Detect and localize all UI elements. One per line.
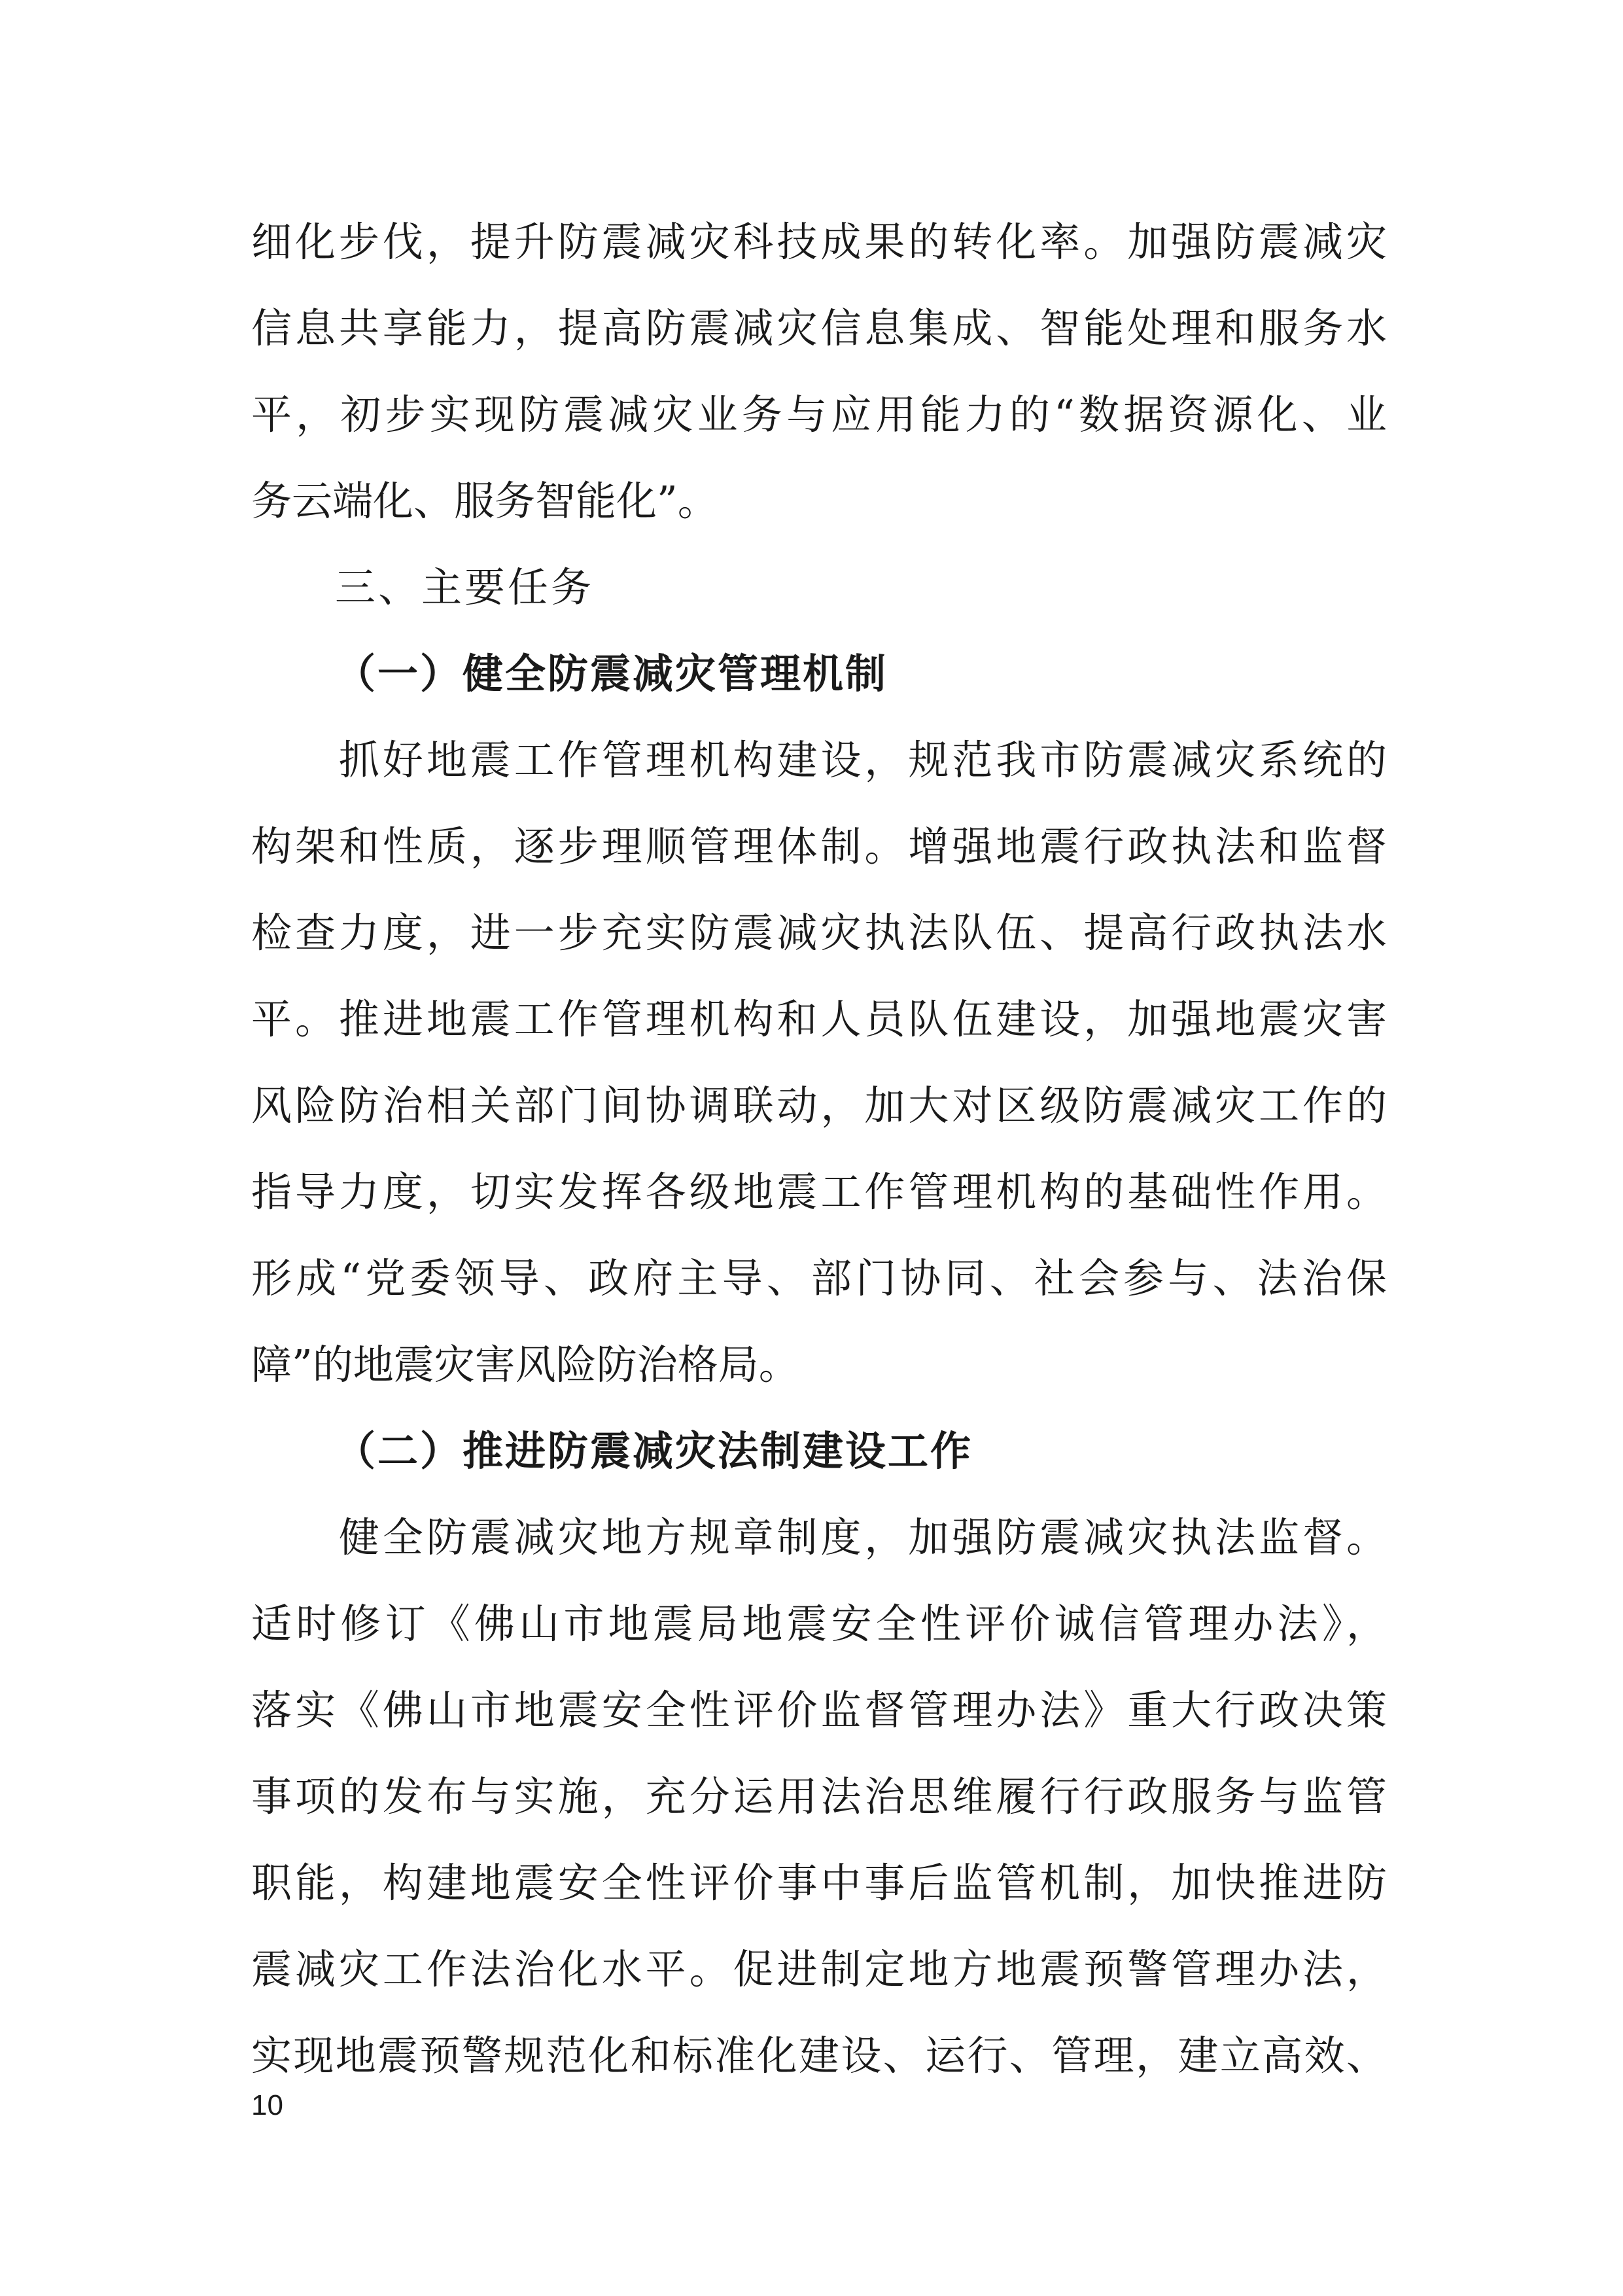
body-text-line: 形成“党委领导、政府主导、部门协同、社会参与、法治保 (251, 1254, 1387, 1302)
body-text-line: 事项的发布与实施，充分运用法治思维履行行政服务与监管 (251, 1773, 1387, 1820)
body-text-line: 细化步伐，提升防震减灾科技成果的转化率。加强防震减灾 (251, 218, 1387, 266)
body-text-line: 平，初步实现防震减灾业务与应用能力的“数据资源化、业 (251, 391, 1387, 438)
body-text-line: 震减灾工作法治化水平。促进制定地方地震预警管理办法， (251, 1945, 1387, 1993)
subsection-heading-1: （一）健全防震减灾管理机制 (335, 650, 888, 698)
body-text-line: 务云端化、服务智能化”。 (251, 477, 718, 525)
body-text-line: 抓好地震工作管理机构建设，规范我市防震减灾系统的 (251, 736, 1387, 784)
body-text-line: 职能，构建地震安全性评价事中事后监管机制，加快推进防 (251, 1859, 1387, 1907)
section-heading: 三、主要任务 (335, 563, 595, 611)
body-text-line: 检查力度，进一步充实防震减灾执法队伍、提高行政执法水 (251, 909, 1387, 957)
subsection-heading-2: （二）推进防震减灾法制建设工作 (335, 1427, 973, 1475)
body-text-line: 信息共享能力，提高防震减灾信息集成、智能处理和服务水 (251, 304, 1387, 352)
body-text-line: 落实《佛山市地震安全性评价监督管理办法》重大行政决策 (251, 1686, 1387, 1734)
body-text-line: 构架和性质，逐步理顺管理体制。增强地震行政执法和监督 (251, 822, 1387, 870)
body-text-line: 指导力度，切实发挥各级地震工作管理机构的基础性作用。 (251, 1168, 1387, 1216)
body-text-line: 风险防治相关部门间协调联动，加大对区级防震减灾工作的 (251, 1082, 1387, 1129)
body-text-line: 障”的地震灾害风险防治格局。 (251, 1341, 799, 1388)
body-text-line: 实现地震预警规范化和标准化建设、运行、管理，建立高效、 (251, 2032, 1387, 2079)
body-text-line: 适时修订《佛山市地震局地震安全性评价诚信管理办法》， (251, 1600, 1387, 1648)
page-number: 10 (251, 2089, 283, 2121)
body-text-line: 健全防震减灾地方规章制度，加强防震减灾执法监督。 (251, 1513, 1387, 1561)
body-text-line: 平。推进地震工作管理机构和人员队伍建设，加强地震灾害 (251, 995, 1387, 1043)
